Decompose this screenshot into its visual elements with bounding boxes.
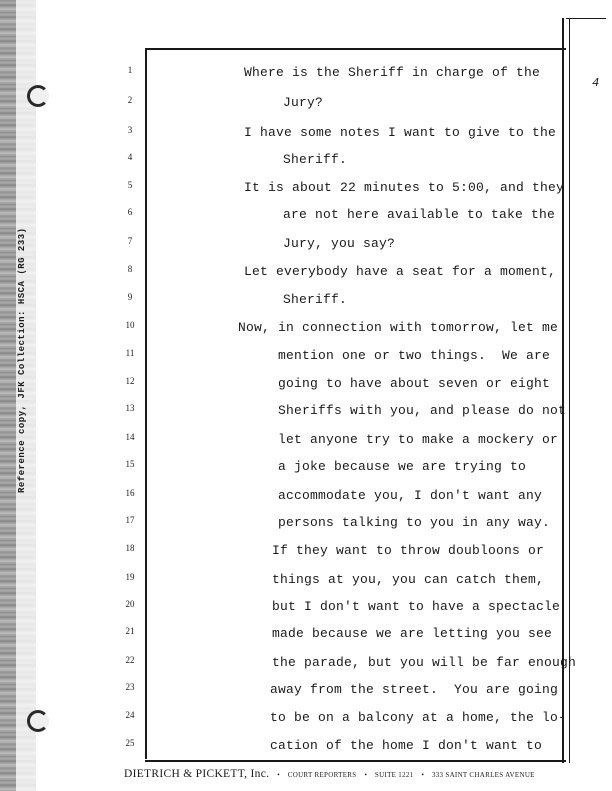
line-number: 3 (127, 125, 133, 135)
transcript-line: things at you, you can catch them, (272, 572, 545, 587)
transcript-line: Sheriff. (283, 152, 348, 167)
transcript-line: going to have about seven or eight (278, 376, 551, 391)
transcript-line: let anyone try to make a mockery or (278, 432, 559, 447)
line-number: 14 (125, 432, 135, 442)
transcript-line: Jury? (283, 95, 324, 110)
line-number: 15 (125, 459, 135, 469)
line-number: 8 (127, 264, 133, 274)
line-number: 10 (125, 320, 135, 330)
line-number: 7 (127, 236, 133, 246)
line-number: 23 (125, 682, 135, 692)
firm-role: COURT REPORTERS (287, 771, 357, 779)
line-number: 20 (125, 599, 135, 609)
transcript-line: accommodate you, I don't want any (278, 488, 543, 503)
punch-hole-bottom (27, 710, 49, 732)
line-number: 17 (125, 515, 135, 525)
transcript-line: made because we are letting you see (272, 626, 553, 641)
page-mark: 4 (592, 76, 600, 90)
transcript-line: a joke because we are trying to (278, 459, 527, 474)
line-number: 19 (125, 572, 135, 582)
transcript-line: Now, in connection with tomorrow, let me (238, 320, 559, 335)
transcript-line: away from the street. You are going (270, 682, 559, 697)
reference-copy-stamp: Reference copy, JFK Collection: HSCA (RG 233) (17, 227, 27, 493)
footer-separator: • (421, 771, 424, 779)
punch-hole-top (27, 85, 49, 107)
bottom-margin-rule (145, 760, 566, 762)
transcript-line: If they want to throw doubloons or (272, 543, 545, 558)
line-number: 9 (127, 292, 133, 302)
transcript-line: but I don't want to have a spectacle (272, 599, 561, 614)
transcript-line: persons talking to you in any way. (278, 515, 551, 530)
firm-name: DIETRICH & PICKETT, Inc. (124, 768, 270, 780)
line-number: 16 (125, 488, 135, 498)
transcript-line: the parade, but you will be far enough (272, 655, 577, 670)
transcript-line: to be on a balcony at a home, the lo- (270, 710, 567, 725)
firm-suite: SUITE 1221 (374, 771, 414, 779)
line-number: 2 (127, 95, 133, 105)
line-number: 25 (125, 738, 135, 748)
firm-address: 333 SAINT CHARLES AVENUE (431, 771, 535, 779)
transcript-line: I have some notes I want to give to the (244, 125, 557, 140)
footer (124, 764, 535, 782)
transcript-line: cation of the home I don't want to (270, 738, 543, 753)
transcript-line: are not here available to take the (283, 207, 556, 222)
line-number: 11 (125, 348, 135, 358)
transcript-line: mention one or two things. We are (278, 348, 551, 363)
line-number: 22 (125, 655, 135, 665)
transcript-line: Let everybody have a seat for a moment, (244, 264, 557, 279)
line-number: 12 (125, 376, 135, 386)
line-number: 4 (127, 152, 133, 162)
line-number: 6 (127, 207, 133, 217)
line-number: 5 (127, 180, 133, 190)
footer-separator: • (277, 771, 280, 779)
line-number: 21 (125, 626, 135, 636)
line-number: 24 (125, 710, 135, 720)
transcript-line: Sheriffs with you, and please do not (278, 403, 567, 418)
line-number: 1 (127, 65, 133, 75)
line-number: 18 (125, 543, 135, 553)
transcript-line: It is about 22 minutes to 5:00, and they (244, 180, 565, 195)
top-margin-rule (566, 18, 606, 19)
right-margin-rule (562, 18, 570, 763)
transcript-line: Jury, you say? (283, 236, 396, 251)
transcript-line: Where is the Sheriff in charge of the (244, 65, 541, 80)
transcript-line: Sheriff. (283, 292, 348, 307)
footer-separator: • (364, 771, 367, 779)
line-number: 13 (125, 403, 135, 413)
